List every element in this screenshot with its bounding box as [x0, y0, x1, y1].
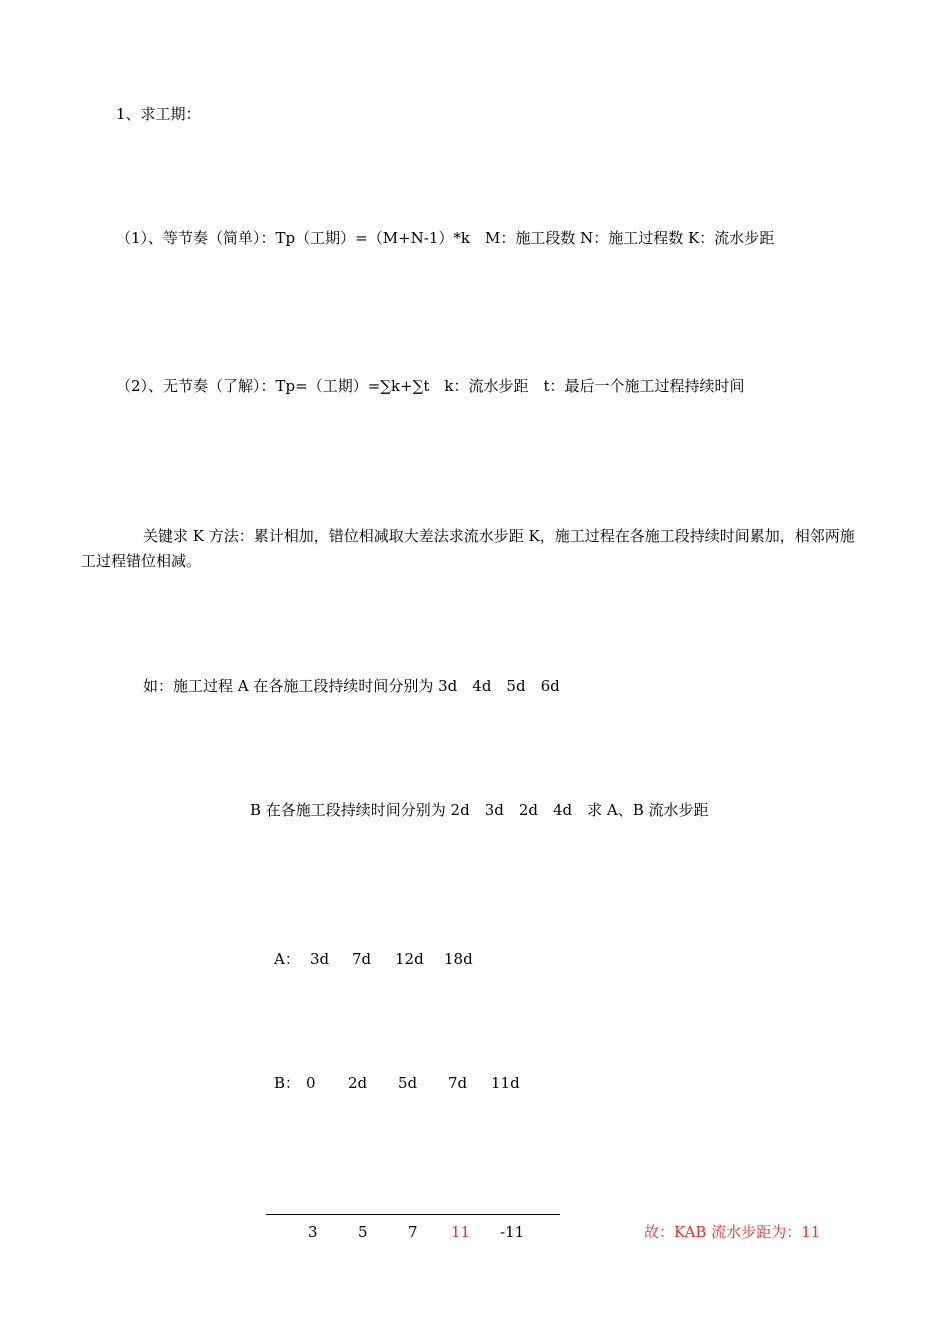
row-a-value: 18d	[444, 950, 473, 968]
conclusion-text: 故：KAB 流水步距为：11	[644, 1223, 821, 1241]
row-b-label: B：	[274, 1074, 301, 1092]
subtraction-rule	[266, 1214, 560, 1215]
key-method-line-1: 关键求 K 方法：累计相加，错位相减取大差法求流水步距 K，施工过程在各施工段持续时间累加，相邻两施	[143, 527, 855, 545]
section-heading: 1、求工期：	[116, 105, 201, 123]
row-a-label: A：	[274, 950, 300, 968]
example-process-a: 如：施工过程 A 在各施工段持续时间分别为 3d 4d 5d 6d	[143, 677, 560, 695]
diff-value: 7	[408, 1223, 418, 1241]
diff-value-max: 11	[451, 1223, 471, 1241]
row-b-value: 0	[306, 1074, 316, 1092]
row-a-value: 3d	[310, 950, 330, 968]
diff-value: -11	[500, 1223, 525, 1241]
formula-no-rhythm: （2）、无节奏（了解）：Tp=（工期）=∑k+∑t k：流水步距 t：最后一个施工过程持续时间	[116, 377, 745, 395]
row-a-value: 7d	[352, 950, 372, 968]
row-b-value: 7d	[448, 1074, 468, 1092]
diff-value: 3	[308, 1223, 318, 1241]
row-b-value: 2d	[348, 1074, 368, 1092]
diff-value: 5	[358, 1223, 368, 1241]
row-a-value: 12d	[395, 950, 424, 968]
key-method-line-2: 工过程错位相减。	[81, 552, 202, 570]
example-process-b: B 在各施工段持续时间分别为 2d 3d 2d 4d 求 A、B 流水步距	[250, 801, 709, 819]
row-b-value: 11d	[491, 1074, 520, 1092]
row-b-value: 5d	[398, 1074, 418, 1092]
formula-equal-rhythm: （1）、等节奏（简单）：Tp（工期）=（M+N-1）*k M：施工段数 N：施工过程数 K：流水步距	[116, 229, 775, 247]
